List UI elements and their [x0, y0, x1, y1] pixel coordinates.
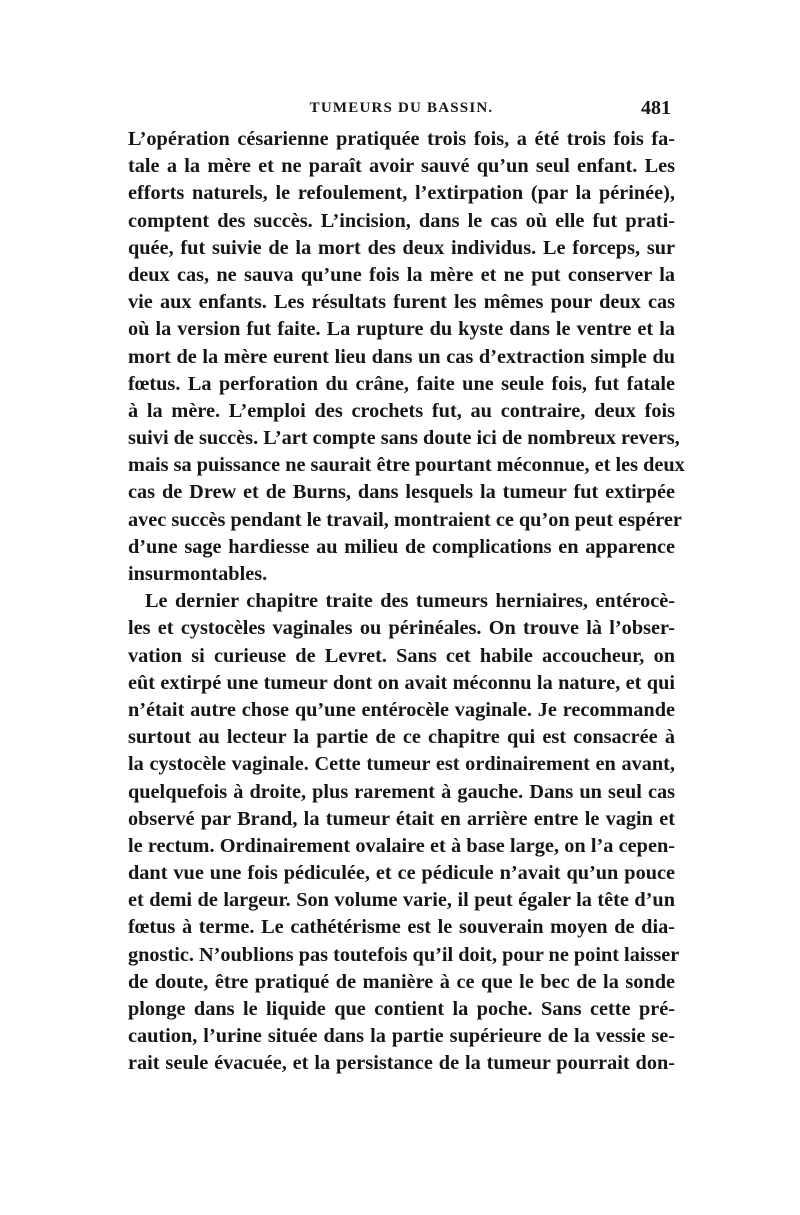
- text-line: mais sa puissance ne saurait être pourtant méconnue, et les deux: [128, 454, 685, 477]
- text-line: avec succès pendant le travail, montraient ce qu’on peut espérer: [128, 508, 682, 531]
- text-line: d’une sage hardiesse au milieu de complications en apparence: [128, 535, 675, 558]
- text-line: plonge dans le liquide que contient la poche. Sans cette pré-: [128, 998, 675, 1020]
- text-line: où la version fut faite. La rupture du kyste dans le ventre et la: [128, 318, 675, 341]
- text-line: surtout au lecteur la partie de ce chapitre qui est consacrée à: [128, 726, 675, 749]
- body-text: [128, 126, 685, 1078]
- text-line: n’était autre chose qu’une entérocèle vaginale. Je recommande: [128, 698, 675, 721]
- text-line: Le dernier chapitre traite des tumeurs herniaires, entérocè-: [145, 590, 675, 613]
- text-line: tale a la mère et ne paraît avoir sauvé qu’un seul enfant. Les: [128, 155, 675, 178]
- text-line: caution, l’urine située dans la partie supérieure de la vessie se-: [128, 1025, 675, 1048]
- running-title: TUMEURS DU BASSIN.: [309, 100, 494, 116]
- text-line: efforts naturels, le refoulement, l’extirpation (par la périnée),: [128, 182, 675, 205]
- text-line: vation si curieuse de Levret. Sans cet habile accoucheur, on: [128, 644, 675, 667]
- text-line: à la mère. L’emploi des crochets fut, au contraire, deux fois: [128, 399, 675, 422]
- page-number: 481: [641, 97, 671, 119]
- text-line: observé par Brand, la tumeur était en arrière entre le vagin et: [128, 807, 675, 830]
- text-line: vie aux enfants. Les résultats furent les mêmes pour deux cas: [128, 291, 675, 314]
- text-line: insurmontables.: [128, 563, 268, 585]
- text-line: mort de la mère eurent lieu dans un cas d’extraction simple du: [128, 345, 675, 368]
- text-line: cas de Drew et de Burns, dans lesquels la tumeur fut extirpée: [128, 481, 675, 504]
- text-line: gnostic. N’oublions pas toutefois qu’il doit, pour ne point laisser: [128, 943, 680, 966]
- paragraph-2: [128, 588, 680, 1077]
- text-line: fœtus. La perforation du crâne, faite une seule fois, fut fatale: [128, 372, 675, 395]
- text-line: quelquefois à droite, plus rarement à gauche. Dans un seul cas: [128, 780, 675, 803]
- text-line: les et cystocèles vaginales ou périnéales. On trouve là l’obser-: [128, 617, 675, 640]
- text-line: fœtus à terme. Le cathétérisme est le souverain moyen de dia-: [128, 916, 675, 939]
- text-line: le rectum. Ordinairement ovalaire et à base large, on l’a cepen-: [128, 834, 675, 857]
- text-line: comptent des succès. L’incision, dans le cas où elle fut prati-: [128, 209, 675, 232]
- page-header: [128, 97, 675, 124]
- text-line: la cystocèle vaginale. Cette tumeur est ordinairement en avant,: [128, 753, 675, 776]
- paragraph-1: [128, 126, 685, 588]
- text-line: suivi de succès. L’art compte sans doute ici de nombreux revers,: [128, 427, 680, 450]
- text-line: dant vue une fois pédiculée, et ce pédicule n’avait qu’un pouce: [128, 862, 675, 885]
- text-line: L’opération césarienne pratiquée trois fois, a été trois fois fa-: [128, 128, 675, 150]
- text-line: deux cas, ne sauva qu’une fois la mère et ne put conserver la: [128, 263, 675, 286]
- text-line: et demi de largeur. Son volume varie, il peut égaler la tête d’un: [128, 889, 675, 912]
- text-line: quée, fut suivie de la mort des deux individus. Le forceps, sur: [128, 236, 675, 259]
- text-line: eût extirpé une tumeur dont on avait méconnu la nature, et qui: [128, 671, 675, 694]
- text-line: rait seule évacuée, et la persistance de la tumeur pourrait don-: [128, 1052, 675, 1075]
- text-line: de doute, être pratiqué de manière à ce que le bec de la sonde: [128, 970, 675, 993]
